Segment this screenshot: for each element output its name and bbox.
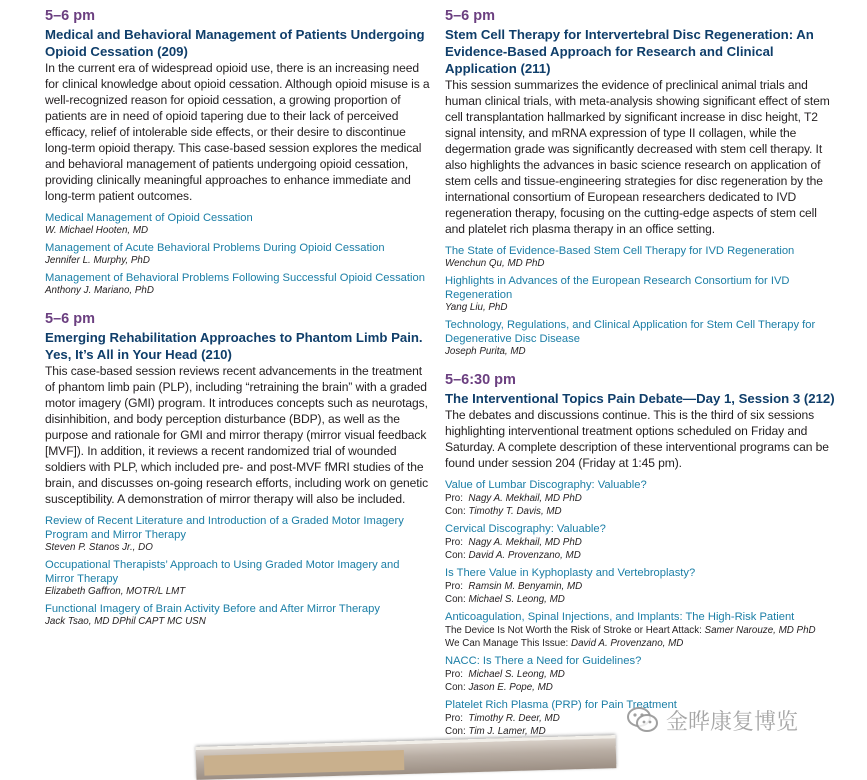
session-time: 5–6 pm (45, 8, 95, 24)
debate-item (445, 610, 835, 650)
session-title: Emerging Rehabilitation Approaches to Phantom Limb Pain. Yes, It’s All in Your Head (210) (45, 330, 423, 362)
session-time: 5–6 pm (445, 8, 495, 24)
talk-item (445, 318, 835, 358)
talk-speaker: Wenchun Qu, MD PhD (445, 258, 545, 269)
talk-title-link[interactable]: Technology, Regulations, and Clinical Application for Stem Cell Therapy for Degenerative Disc Disease (445, 319, 816, 345)
debate-con-line: Con: David A. Provenzano, MD (445, 550, 581, 561)
debate-title-link[interactable]: Value of Lumbar Discography: Valuable? (445, 479, 647, 491)
talk-item (45, 558, 431, 598)
session-211 (445, 8, 835, 358)
talk-title-link[interactable]: Management of Behavioral Problems Following Successful Opioid Cessation (45, 272, 425, 284)
session-title: Medical and Behavioral Management of Patients Undergoing Opioid Cessation (209) (45, 27, 425, 59)
talk-item (45, 211, 431, 237)
wechat-icon (626, 703, 660, 737)
talk-title-link[interactable]: The State of Evidence-Based Stem Cell Therapy for IVD Regeneration (445, 245, 795, 257)
debate-pro-line: Pro: Michael S. Leong, MD (445, 669, 565, 680)
right-column (445, 8, 835, 752)
talk-title-link[interactable]: Highlights in Advances of the European Research Consortium for IVD Regeneration (445, 275, 790, 301)
talk-speaker: Elizabeth Gaffron, MOTR/L LMT (45, 586, 186, 597)
session-210 (45, 311, 431, 628)
debate-item (445, 522, 835, 562)
talk-item (45, 514, 431, 554)
debate-title-link[interactable]: Platelet Rich Plasma (PRP) for Pain Treatment (445, 699, 677, 711)
left-column (45, 8, 431, 642)
talk-title-link[interactable]: Functional Imagery of Brain Activity Before and After Mirror Therapy (45, 603, 380, 615)
talk-title-link[interactable]: Review of Recent Literature and Introduction of a Graded Motor Imagery Program and Mirror Therapy (45, 515, 404, 541)
debate-pro-line: Pro: Ramsin M. Benyamin, MD (445, 581, 583, 592)
talk-speaker: Anthony J. Mariano, PhD (45, 285, 154, 296)
session-description: This case-based session reviews recent advancements in the treatment of phantom limb pain (PLP), including “retraining the brain” with a graded motor imagery (GMI) program. It introduces concepts such as neurotags, disinhibition, and body perception disturbance (BDP), as well as the purpose and rationale for GMI and mirror therapy (mirror visual feedback [MVF]). In addition, it reviews a recent randomized trial of wounded soldiers with PLP, which included pre- and post-MVF fMRI studies of the brain, and discusses on-going research efforts, including work on genetic susceptibility. A demonstration of mirror therapy will also be included. (45, 364, 429, 506)
session-209 (45, 8, 431, 297)
talk-speaker: Joseph Purita, MD (445, 346, 526, 357)
talk-item (45, 241, 431, 267)
talk-title-link[interactable]: Medical Management of Opioid Cessation (45, 212, 253, 224)
session-title: The Interventional Topics Pain Debate—Day 1, Session 3 (212) (445, 391, 835, 406)
talk-title-link[interactable]: Management of Acute Behavioral Problems During Opioid Cessation (45, 242, 385, 254)
debate-pro-line: Pro: Nagy A. Mekhail, MD PhD (445, 537, 582, 548)
debate-item (445, 654, 835, 694)
photo-detail (204, 750, 404, 776)
debate-con-line: Con: Michael S. Leong, MD (445, 594, 565, 605)
debate-title-link[interactable]: Anticoagulation, Spinal Injections, and Implants: The High-Risk Patient (445, 611, 795, 623)
decorative-photo (196, 735, 617, 780)
debate-pro-line: The Device Is Not Worth the Risk of Stroke or Heart Attack: Samer Narouze, MD PhD (445, 625, 816, 636)
talk-speaker: Steven P. Stanos Jr., DO (45, 542, 153, 553)
talk-speaker: W. Michael Hooten, MD (45, 225, 149, 236)
debate-title-link[interactable]: NACC: Is There a Need for Guidelines? (445, 655, 642, 667)
session-title: Stem Cell Therapy for Intervertebral Disc Regeneration: An Evidence-Based Approach for Research and Clinical Application (211) (445, 27, 814, 76)
debate-pro-line: Pro: Timothy R. Deer, MD (445, 713, 560, 724)
session-description: In the current era of widespread opioid use, there is an increasing need for clinical knowledge about opioid cessation. Although opioid misuse is a well-recognized reason for opioid cessation, a growing proportion of patients are in need of opioid tapering due to their lack of perceived efficacy, relief of intolerable side effects, or their desire to discontinue long-term opioid therapy. This case-based session explores the medical and behavioral management of patients undergoing opioid cessation, providing clinically meaningful approaches to enhance immediate and long-term patient outcomes. (45, 61, 430, 203)
debate-title-link[interactable]: Is There Value in Kyphoplasty and Vertebroplasty? (445, 567, 696, 579)
talk-speaker: Jennifer L. Murphy, PhD (45, 255, 150, 266)
talk-title-link[interactable]: Occupational Therapists’ Approach to Using Graded Motor Imagery and Mirror Therapy (45, 559, 400, 585)
debate-con-line: Con: Tim J. Lamer, MD (445, 726, 546, 737)
talk-item (45, 602, 431, 628)
talk-speaker: Jack Tsao, MD DPhil CAPT MC USN (45, 616, 206, 627)
talk-speaker: Yang Liu, PhD (445, 302, 508, 313)
session-time: 5–6 pm (45, 311, 95, 327)
debate-con-line: We Can Manage This Issue: David A. Provenzano, MD (445, 638, 684, 649)
session-212 (445, 372, 835, 738)
debate-title-link[interactable]: Cervical Discography: Valuable? (445, 523, 606, 535)
debate-pro-line: Pro: Nagy A. Mekhail, MD PhD (445, 493, 582, 504)
session-time: 5–6:30 pm (445, 372, 516, 388)
session-description: This session summarizes the evidence of preclinical animal trials and human clinical trials, with meta-analysis showing significant effect of stem cell transplantation hallmarked by significant increase in disc height, T2 signal intensity, and mRNA expression of type II collagen, while the degermation grade was significantly decreased with stem cell therapy. It also highlights the advances in basic science research on application of stem cells and tissue-engineering strategies for disc regeneration by the international consortium of European researchers dedicated to IVD regeneration therapy, focusing on the cutting-edge aspects of stem cell and platelet rich plasma therapy in an office setting. (445, 78, 830, 236)
debate-con-line: Con: Jason E. Pope, MD (445, 682, 553, 693)
talk-item (45, 271, 431, 297)
watermark (626, 702, 798, 738)
debate-item (445, 566, 835, 606)
debate-item (445, 478, 835, 518)
watermark-text: 金晔康复博览 (666, 709, 799, 735)
talk-item (445, 244, 835, 270)
talk-item (445, 274, 835, 314)
debate-con-line: Con: Timothy T. Davis, MD (445, 506, 562, 517)
session-description: The debates and discussions continue. This is the third of six sessions highlighting interventional treatment options scheduled on Friday and Saturday. A complete description of these interventional programs can be found under session 204 (Friday at 1:45 pm). (445, 408, 829, 470)
